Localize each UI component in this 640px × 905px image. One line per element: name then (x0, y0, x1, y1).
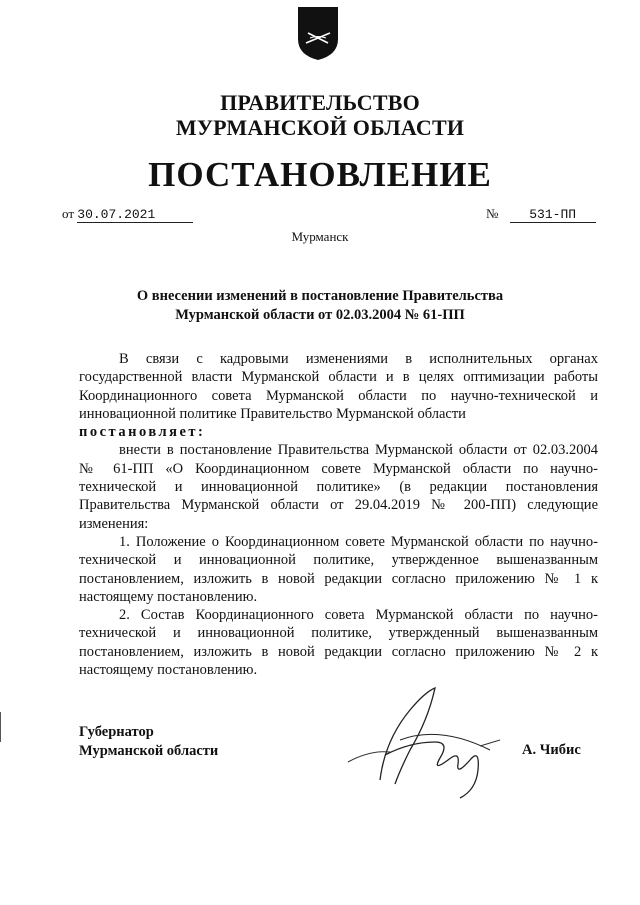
date-prefix: от (62, 206, 75, 221)
decree-word: постановляет: (79, 424, 206, 441)
org-name-line1: ПРАВИТЕЛЬСТВО (220, 90, 420, 115)
document-date: 30.07.2021 (77, 207, 193, 223)
signer-title-line1: Губернатор (79, 724, 154, 740)
document-number: 531-ПП (510, 207, 596, 223)
date-field (62, 206, 193, 223)
signer-title-line2: Мурманской области (79, 743, 219, 759)
subject-line1: О внесении изменений в постановление Правительства (136, 288, 504, 304)
intro-paragraph: внести в постановление Правительства Мурманской области от 02.03.2004 № 61-ПП «О Координационном совете Мурманской области по научно-технической и инновационной политике» (в редакции постановления Правительства Мурманской области от 29.04.2019 № 200-ПП) следующие изменения: (79, 442, 598, 532)
document-type-title: ПОСТАНОВЛЕНИЕ (148, 155, 492, 194)
item-1-paragraph: 1. Положение о Координационном совете Мурманской области по научно-технической и инновационной политике, утвержденное вышеназванным постановлением, изложить в новой редакции согласно приложению № 1 к настоящему постановлению. (79, 533, 598, 605)
document-subject (0, 287, 640, 325)
handwritten-signature (340, 680, 510, 800)
coat-of-arms-icon (296, 5, 340, 61)
org-name-line2: МУРМАНСКОЙ ОБЛАСТИ (175, 115, 465, 140)
number-field (486, 206, 596, 223)
scan-margin-mark (0, 712, 1, 742)
preamble-paragraph: В связи с кадровыми изменениями в исполнительных органах государственной власти Мурманской области и в целях оптимизации работы Координационного совета Мурманской области по научно-технической и инновационной политике Правительство Мурманской области (79, 351, 598, 422)
number-prefix: № (486, 206, 499, 221)
city-name: Мурманск (291, 229, 349, 244)
subject-line2: Мурманской области от 02.03.2004 № 61-ПП (175, 307, 465, 323)
signer-name: А. Чибис (522, 742, 581, 758)
signer-position (79, 723, 218, 761)
document-body (79, 350, 598, 679)
item-2-paragraph: 2. Состав Координационного совета Мурманской области по научно-технической и инновационной политике, утвержденный вышеназванным постановлением, изложить в новой редакции согласно приложению № 2 к настоящему постановлению. (79, 607, 598, 679)
